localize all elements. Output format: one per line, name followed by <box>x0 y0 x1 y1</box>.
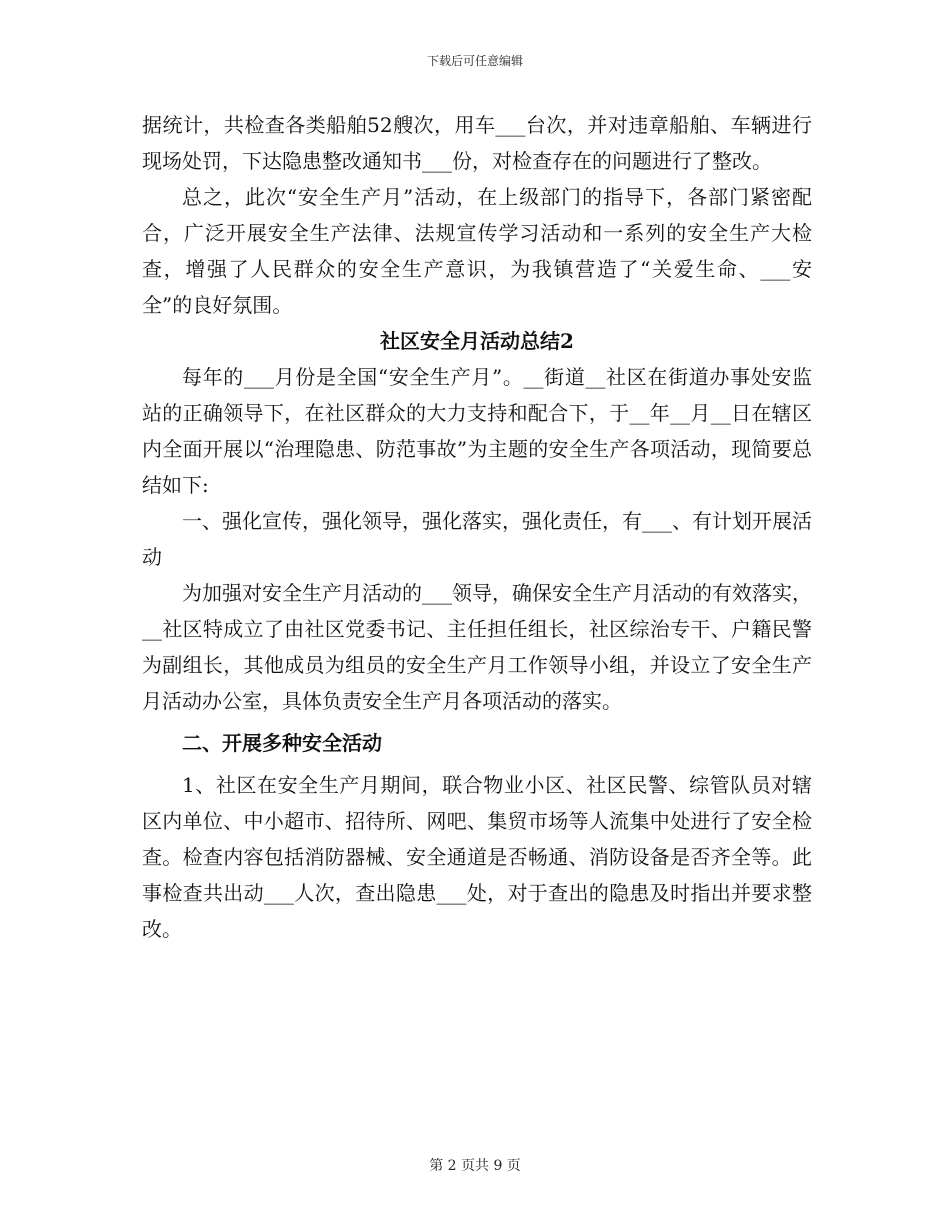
paragraph-intro: 每年的___月份是全国“安全生产月”。__街道__社区在街道办事处安监站的正确领导下，在社区群众的大力支持和配合下，于__年__月__日在辖区内全面开展以“治理隐患、防范事故”为主题的安全生产各项活动，现简要总结如下: <box>142 365 812 497</box>
paragraph-inspection: 1、社区在安全生产月期间，联合物业小区、社区民警、综管队员对辖区内单位、中小超市、招待所、网吧、集贸市场等人流集中处进行了安全检查。检查内容包括消防器械、安全通道是否畅通、消防设备是否齐全等。此事检查共出动___人次，查出隐患___处，对于查出的隐患及时指出并要求整改。 <box>142 773 812 941</box>
paragraph-leadership: 为加强对安全生产月活动的___领导，确保安全生产月活动的有效落实，__社区特成立了由社区党委书记、主任担任组长，社区综治专干、户籍民警为副组长，其他成员为组员的安全生产月工作领导小组，并设立了安全生产月活动办公室，具体负责安全生产月各项活动的落实。 <box>142 581 812 713</box>
document-body <box>142 107 812 947</box>
section-title: 社区安全月活动总结2 <box>380 329 574 353</box>
paragraph-continued: 据统计，共检查各类船舶52艘次，用车___台次，并对违章船舶、车辆进行现场处罚，下达隐患整改通知书___份，对检查存在的问题进行了整改。 <box>142 113 812 173</box>
heading-one: 一、强化宣传，强化领导，强化落实，强化责任，有___、有计划开展活动 <box>142 509 812 569</box>
heading-two: 二、开展多种安全活动 <box>182 731 382 755</box>
page-footer: 第 2 页共 9 页 <box>429 1158 521 1174</box>
page-header: 下载后可任意编辑 <box>426 54 523 68</box>
paragraph-conclusion: 总之，此次“安全生产月”活动，在上级部门的指导下，各部门紧密配合，广泛开展安全生产法律、法规宣传学习活动和一系列的安全生产大检查，增强了人民群众的安全生产意识，为我镇营造了“关爱生命、___安全”的良好氛围。 <box>142 185 812 317</box>
